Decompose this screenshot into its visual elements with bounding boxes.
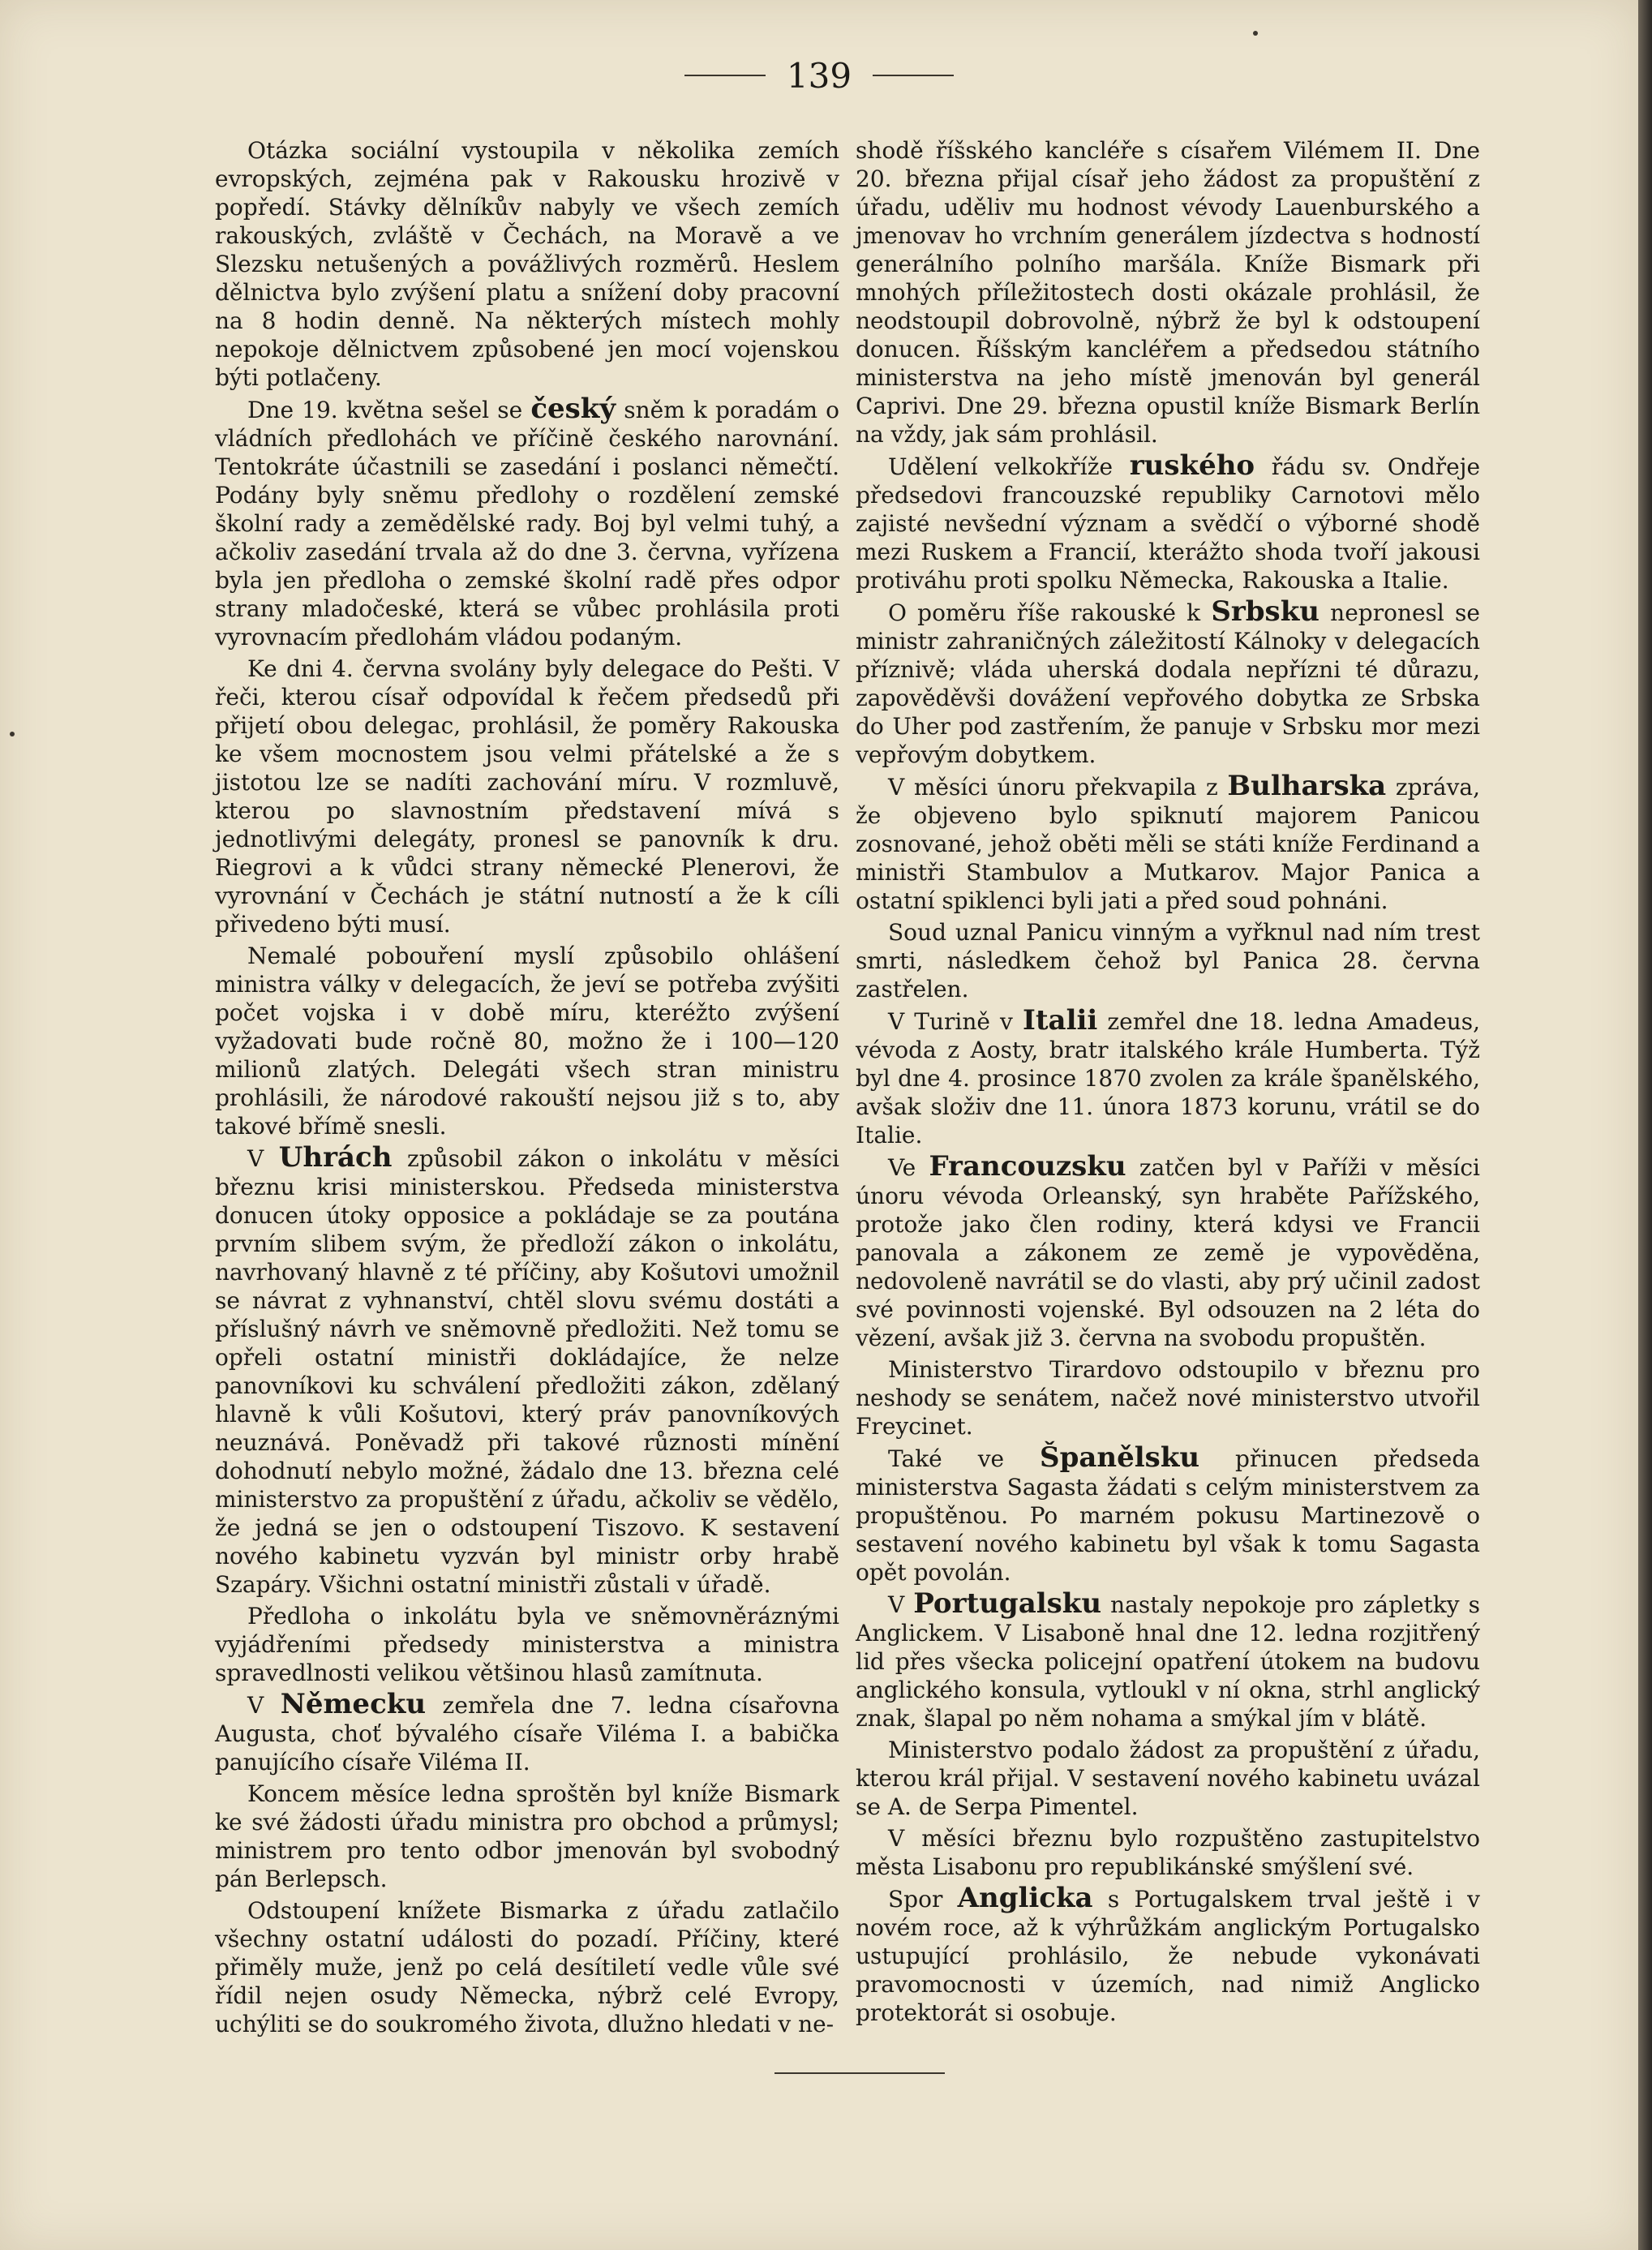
paragraph-text: zatčen byl v Paříži v měsíci únoru vévoda Orleanský, syn hraběte Pařížského, protože jako člen rodiny, která kdysi ve Francii panovala a zákonem ze země je vypověděna, nedovoleně navrátil se do vlasti, aby prý učinil zadost své povinnosti vojenské. Byl odsouzen na 2 léta do vězení, avšak již 3. června na svobodu propuštěn. — [856, 1154, 1481, 1351]
right-column — [856, 136, 1480, 2030]
paragraph-text: V — [888, 1591, 914, 1618]
paragraph-text: Soud uznal Panicu vinným a vyřknul nad ním trest smrti, následkem čehož byl Panica 28. června zastřelen. — [856, 919, 1480, 1003]
paragraph-text: zpráva, že objeveno bylo spiknutí majorem Panicou zosnované, jehož oběti měli se státi kníže Ferdinand a ministři Stambulov a Mutkarov. Major Panica a ostatní spiklenci byli jati a před soud pohnáni. — [856, 774, 1480, 914]
paragraph-text: zemřela dne 7. ledna císařovna Augusta, choť bývalého císaře Viléma I. a babička panujícího císaře Viléma II. — [215, 1692, 840, 1776]
paragraph — [215, 655, 839, 938]
paragraph-text: shodě říšského kancléře s císařem Vilémem II. Dne 20. března přijal císař jeho žádost za propuštění z úřadu, uděliv mu hodnost vévody Lauenburského a jmenovav ho vrchním generálem jízdectva s hodností generálního polního maršála. Kníže Bismark při mnohých příležitostech dosti okázale prohlásil, že neodstoupil dobrovolně, nýbrž že byl k odstoupení donucen. Říšským kancléřem a předsedou státního ministerstva na jeho místě jmenován byl generál Caprivi. Dne 29. března opustil kníže Bismark Berlín na vždy, jak sám prohlásil. — [856, 137, 1480, 448]
paragraph-text: V měsíci březnu bylo rozpuštěno zastupitelstvo města Lisabonu pro republikánské smýšlení své. — [856, 1825, 1480, 1880]
paragraph-text: Otázka sociální vystoupila v několika zemích evropských, zejména pak v Rakousku hrozivě v popředí. Stávky dělníkův nabyly ve všech zemích rakouských, zvláště v Čechách, na Moravě a ve Slezsku netušených a povážlivých rozměrů. Heslem dělnictva bylo zvýšení platu a snížení doby pracovní na 8 hodin denně. Na některých místech mohly nepokoje dělnictvem způsobené jen mocí vojenskou býti potlačeny. — [215, 137, 839, 391]
paragraph-text: Koncem měsíce ledna sproštěn byl kníže Bismark ke své žádosti úřadu ministra pro obchod a průmysl; ministrem pro tento odbor jmenován byl svobodný pán Berlepsch. — [215, 1780, 839, 1892]
paragraph — [856, 1150, 1481, 1352]
margin-mark — [10, 732, 15, 736]
page-header — [0, 47, 1638, 104]
paragraph-text: Dne 19. května sešel se — [247, 397, 531, 423]
page-edge-shadow — [1638, 0, 1652, 2250]
country-keyword: český — [530, 393, 616, 425]
paragraph-text: Předloha o inkolátu byla ve sněmovněráznými vyjádřeními předsedy ministerstva a ministra spravedlnosti velikou většinou hlasů zamítnuta. — [215, 1603, 839, 1686]
paragraph — [856, 1884, 1480, 2027]
paragraph — [215, 136, 839, 392]
paragraph-text: Udělení velkokříže — [888, 453, 1130, 480]
country-keyword: Bulharska — [1227, 770, 1387, 802]
paragraph — [856, 918, 1480, 1003]
speck-mark — [1253, 31, 1258, 36]
paragraph — [856, 1355, 1480, 1441]
paragraph-text: zemřel dne 18. ledna Amadeus, vévoda z Aosty, bratr italského krále Humberta. Týž byl dne 4. prosince 1870 zvolen za krále španělského, avšak složiv dne 11. února 1873 korunu, vrátil se do Italie. — [856, 1008, 1480, 1149]
paragraph — [856, 1587, 1480, 1733]
paragraph — [215, 1602, 839, 1687]
paragraph-text: Ke dni 4. června svolány byly delegace do Pešti. V řeči, kterou císař odpovídal k řečem předsedů při přijetí obou delegac, prohlásil, že poměry Rakouska ke všem mocnostem jsou velmi přátelské a že s jistotou lze se nadíti zachování míru. V rozmluvě, kterou po slavnostním představení mívá s jednotlivými delegáty, pronesl se panovník k dru. Riegrovi a k vůdci strany německé Plenerovi, že vyrovnání v Čechách je státní nutností a že k cíli přivedeno býti musí. — [215, 655, 839, 938]
paragraph-text: Ministerstvo Tirardovo odstoupilo v březnu pro neshody se senátem, načež nové ministerstvo utvořil Freycinet. — [856, 1356, 1480, 1440]
paragraph — [215, 1690, 839, 1776]
country-keyword: Německu — [280, 1688, 427, 1720]
paragraph-text: V — [247, 1145, 279, 1172]
paragraph — [215, 1141, 839, 1599]
paragraph — [856, 1441, 1480, 1587]
paragraph-text: s Portugalskem trval ještě i v novém roce, až k výhrůžkám anglickým Portugalsko ustupující prohlásilo, že nebude vykonávati pravomocnosti v územích, nad nimiž Anglicko protektorát si osobuje. — [856, 1886, 1480, 2026]
paragraph — [856, 1736, 1480, 1821]
paragraph-text: O poměru říše rakouské k — [888, 599, 1212, 626]
country-keyword: Portugalsku — [913, 1587, 1102, 1620]
paragraph-text: přinucen předseda ministerstva Sagasta žádati s celým ministerstvem za propuštěnou. Po marném pokusu Martinezově o sestavení nového kabinetu byl však k tomu Sagasta opět povolán. — [856, 1445, 1480, 1586]
paragraph-text: Odstoupení knížete Bismarka z úřadu zatlačilo všechny ostatní události do pozadí. Příčiny, které přiměly muže, jenž po celá desítiletí vedle vůle své řídil nejen osudy Německa, nýbrž celé Evropy, uchýliti se do soukromého života, dlužno hledati v ne- — [215, 1897, 839, 2037]
country-keyword: Francouzsku — [929, 1150, 1126, 1183]
page-number: 139 — [786, 55, 852, 96]
paragraph-text: Spor — [888, 1886, 958, 1913]
header-rule-left — [684, 75, 766, 76]
left-column — [215, 136, 839, 2042]
paragraph — [215, 1896, 839, 2038]
end-rule — [775, 2072, 945, 2074]
paragraph — [215, 1780, 839, 1893]
paragraph-text: Ministerstvo podalo žádost za propuštění z úřadu, kterou král přijal. V sestavení nového kabinetu uvázal se A. de Serpa Pimentel. — [856, 1737, 1480, 1820]
country-keyword: Španělsku — [1040, 1441, 1200, 1474]
paragraph — [856, 136, 1480, 449]
country-keyword: Anglicka — [957, 1882, 1093, 1914]
paragraph-text: nepronesl se ministr zahraničných záležitostí Kálnoky v delegacích příznivě; vláda uherská dodala nepřízni té důrazu, zapověděvši dovážení vepřového dobytka ze Srbska do Uher pod zastřením, že panuje v Srbsku mor mezi vepřovým dobytkem. — [856, 599, 1480, 768]
country-keyword: Italii — [1022, 1004, 1098, 1037]
paragraph — [215, 942, 839, 1140]
paragraph-text: sněm k poradám o vládních předlohách ve příčině českého narovnání. Tentokráte účastnili se zasedání i poslanci němečtí. Podány byly sněmu předlohy o rozdělení zemské školní rady a zemědělské rady. Boj byl velmi tuhý, a ačkoliv zasedání trvala až do dne 3. června, vyřízena byla jen předloha o zemské školní radě přes odpor strany mladočeské, která se vůbec prohlásila proti vyrovnacím předlohám vládou podaným. — [215, 397, 839, 651]
paragraph-text: Také ve — [888, 1445, 1041, 1472]
paragraph — [856, 449, 1481, 595]
paragraph-text: V Turině v — [888, 1008, 1023, 1035]
paragraph-text: V měsíci únoru překvapila z — [888, 774, 1228, 801]
country-keyword: Uhrách — [278, 1141, 393, 1174]
paragraph — [856, 772, 1480, 915]
paragraph-text: nastaly nepokoje pro zápletky s Anglickem. V Lisaboně hnal dne 12. ledna rozjitřený lid přes všecka policejní opatření útokem na budovu anglického konsula, vytloukl v ní okna, strhl anglický znak, šlapal po něm nohama a smýkal jím v blátě. — [856, 1591, 1480, 1732]
country-keyword: ruského — [1129, 449, 1255, 482]
paragraph-text: Nemalé pobouření myslí způsobilo ohlášení ministra války v delegacích, že jeví se potřeba zvýšiti počet vojska i v době míru, kteréžto zvýšení vyžadovati bude ročně 80, možno že i 100—120 milionů zlatých. Delegáti všech stran ministru prohlásili, že národové rakouští nejsou již s to, aby takové břímě snesli. — [215, 943, 839, 1140]
country-keyword: Srbsku — [1211, 595, 1319, 628]
paragraph-text: V — [247, 1692, 281, 1719]
paragraph-text: řádu sv. Ondřeje předsedovi francouzské republiky Carnotovi mělo zajisté nevšední význam a svědčí o výborné shodě mezi Ruskem a Francií, kterážto shoda tvoří jakousi protiváhu proti spolku Německa, Rakouska a Italie. — [856, 453, 1481, 594]
paragraph-text: Ve — [888, 1154, 929, 1181]
paragraph — [856, 1004, 1480, 1149]
paragraph — [856, 1824, 1480, 1881]
header-rule-right — [873, 75, 954, 76]
paragraph-text: způsobil zákon o inkolátu v měsíci březnu krisi ministerskou. Předseda ministerstva donucen útoky opposice a pokládaje se za poutána prvním slibem svým, že předloží zákon o inkolátu, navrhovaný hlavně z té příčiny, aby Košutovi umožnil se návrat z vyhnanství, chtěl slovu svému dostáti a příslušný návrh ve sněmovně předložiti. Než tomu se opřeli ostatní ministři dokládajíce, že nelze panovníkovi ku schválení předložiti zákon, zdělaný hlavně k vůli Košutovi, který práv panovníkových neuznává. Poněvadž při takové různosti mínění dohodnutí nebylo možné, žádalo dne 13. března celé ministerstvo za propuštění z úřadu, ačkoliv se vědělo, že jedná se jen o odstoupení Tiszovo. K sestavení nového kabinetu vyzván byl ministr orby hrabě Szapáry. Všichni ostatní ministři zůstali v úřadě. — [215, 1145, 839, 1598]
paragraph — [856, 595, 1480, 769]
paragraph — [215, 395, 839, 651]
